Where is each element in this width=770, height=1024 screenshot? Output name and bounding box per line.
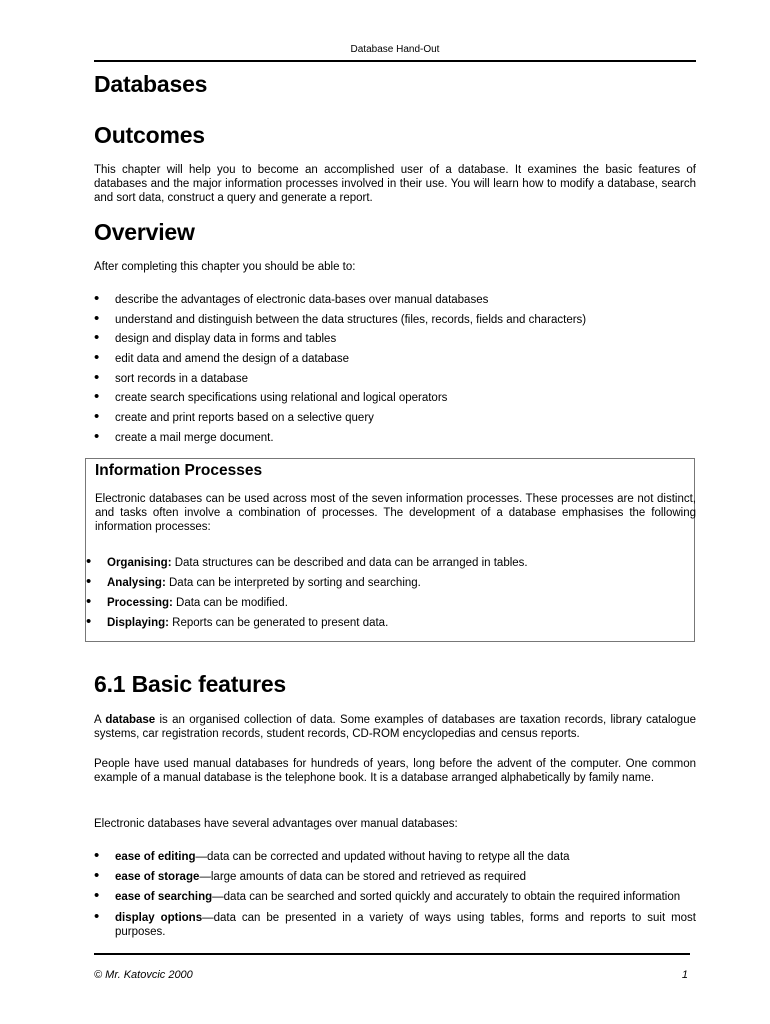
bullet-icon: • <box>94 388 100 406</box>
bullet-icon: • <box>86 613 92 630</box>
list-item: • design and display data in forms and tables <box>94 329 337 347</box>
advantages-intro: Electronic databases have several advantages over manual databases: <box>94 818 458 830</box>
footer-rule <box>94 953 690 955</box>
advantages-list <box>94 847 696 945</box>
basic-features-heading: 6.1 Basic features <box>94 671 287 697</box>
bullet-icon: • <box>86 553 92 570</box>
manual-database-paragraph: People have used manual databases for hundreds of years, long before the advent of the computer. One common example of a manual database is the telephone book. It is a database arranged alphabetically by family name. <box>94 758 696 785</box>
term: Displaying: <box>107 617 169 629</box>
bullet-icon: • <box>94 309 100 327</box>
term: ease of storage <box>115 871 200 884</box>
information-processes-heading: Information Processes <box>95 462 263 479</box>
database-definition-paragraph: A database is an organised collection of data. Some examples of databases are taxation records, library catalogue systems, car registration records, student records, CD-ROM encyclopedias and census reports. <box>94 714 696 741</box>
bullet-icon: • <box>94 867 100 885</box>
overview-intro: After completing this chapter you should be able to: <box>94 261 356 273</box>
bullet-icon: • <box>94 887 100 905</box>
list-item: • ease of editing—data can be corrected and updated without having to retype all the data <box>94 847 570 864</box>
information-processes-paragraph: Electronic databases can be used across most of the seven information processes. These processes are not distinct, and tasks often involve a combination of processes. The development of a database emphasises the following information processes: <box>95 493 696 534</box>
list-item: • ease of storage—large amounts of data can be stored and retrieved as required <box>94 867 527 885</box>
bullet-icon: • <box>94 368 100 386</box>
information-processes-list <box>86 553 686 636</box>
bullet-icon: • <box>94 408 100 426</box>
bullet-icon: • <box>94 907 100 925</box>
page-number: 1 <box>681 969 688 981</box>
page-title: Databases <box>94 71 208 97</box>
bullet-icon: • <box>94 329 100 347</box>
bullet-icon: • <box>86 593 92 610</box>
list-item: • Displaying: Reports can be generated to present data. <box>86 613 389 630</box>
overview-heading: Overview <box>94 219 195 245</box>
overview-list <box>94 290 696 451</box>
list-item: • Organising: Data structures can be described and data can be arranged in tables. <box>86 553 528 570</box>
list-item: • understand and distinguish between the data structures (files, records, fields and characters) <box>94 309 587 327</box>
outcomes-heading: Outcomes <box>94 122 205 148</box>
bullet-icon: • <box>94 290 100 307</box>
term: Processing: <box>107 597 173 609</box>
term: display options <box>115 911 203 924</box>
list-item: • create and print reports based on a selective query <box>94 408 374 426</box>
list-item: • create search specifications using relational and logical operators <box>94 388 448 406</box>
list-item: • edit data and amend the design of a database <box>94 349 350 367</box>
term: ease of searching <box>115 891 213 904</box>
list-item: • display options—data can be presented in a variety of ways using tables, forms and reports to suit most purposes. <box>94 907 696 938</box>
bullet-icon: • <box>94 427 100 445</box>
footer-copyright: © Mr. Katovcic 2000 <box>94 969 193 981</box>
running-header: Database Hand-Out <box>350 44 440 55</box>
list-item: • ease of searching—data can be searched and sorted quickly and accurately to obtain the required information <box>94 887 681 905</box>
term: ease of editing <box>115 851 196 863</box>
bullet-icon: • <box>86 573 92 590</box>
list-item: • describe the advantages of electronic data-bases over manual databases <box>94 290 489 307</box>
outcomes-paragraph: This chapter will help you to become an accomplished user of a database. It examines the basic features of databases and the major information processes involved in their use. You will learn how to modify a database, search and sort data, construct a query and generate a report. <box>94 164 696 205</box>
list-item: • sort records in a database <box>94 368 248 386</box>
list-item: • Analysing: Data can be interpreted by sorting and searching. <box>86 573 421 590</box>
header-rule <box>94 60 696 62</box>
bullet-icon: • <box>94 349 100 367</box>
term: Organising: <box>107 557 172 569</box>
database-term: database <box>105 714 156 726</box>
term: Analysing: <box>107 577 166 589</box>
list-item: • create a mail merge document. <box>94 427 274 445</box>
list-item: • Processing: Data can be modified. <box>86 593 288 610</box>
information-processes-box <box>85 458 695 642</box>
bullet-icon: • <box>94 847 100 864</box>
